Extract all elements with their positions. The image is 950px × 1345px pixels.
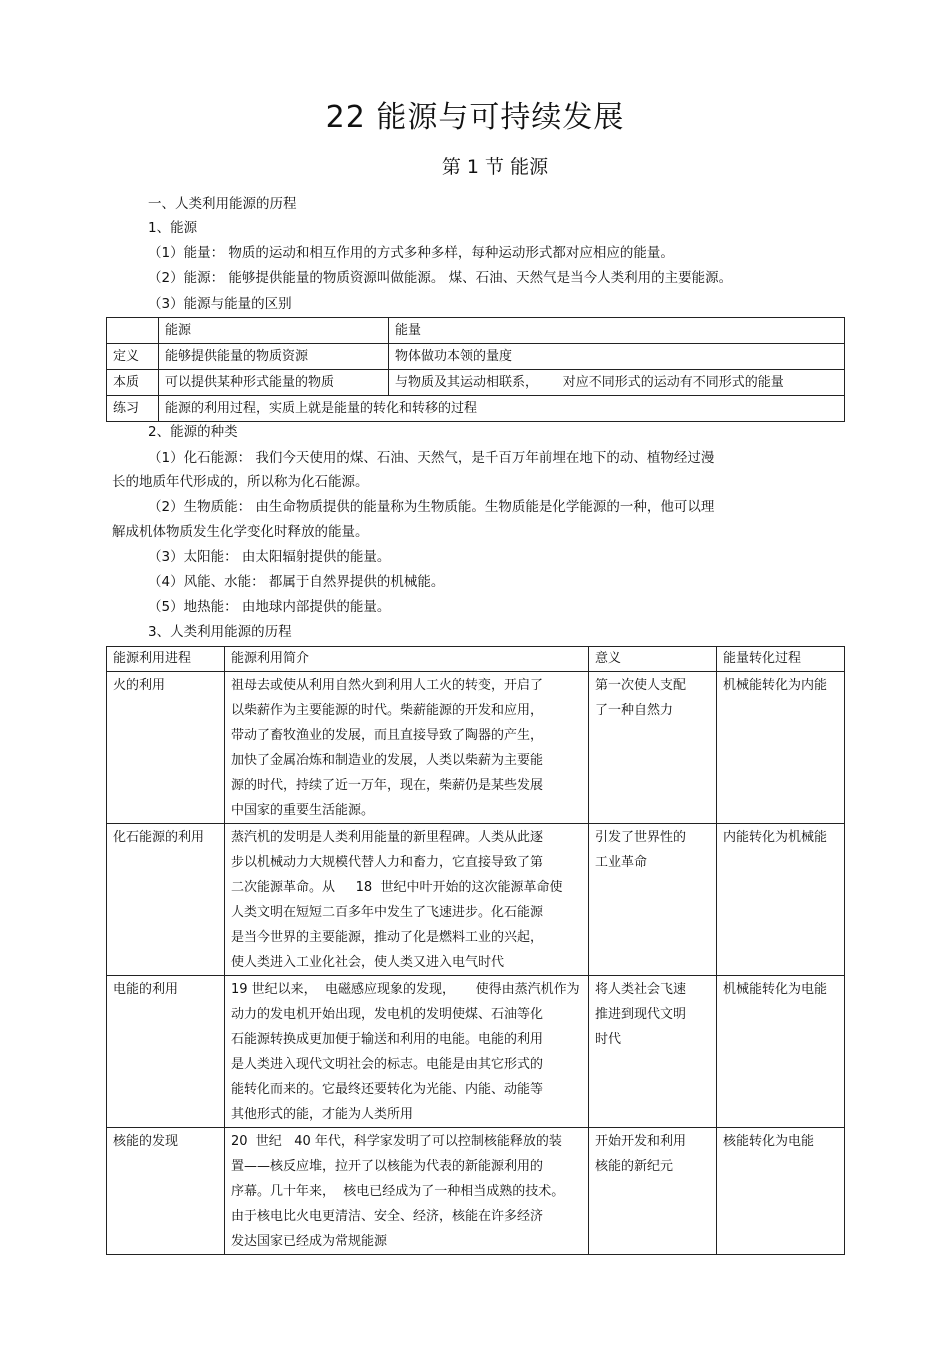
conversion-cell: 内能转化为机械能 [717,824,845,976]
stage-cell: 核能的发现 [107,1128,225,1255]
table-row [107,370,845,396]
intro-line: 源的时代，持续了近一万年，现在，柴薪仍是某些发展 [231,778,544,793]
intro-line: 动力的发电机开始出现，发电机的发明使煤、石油等化 [231,1007,544,1022]
intro-line: 能转化而来的。它最终还要转化为光能、内能、动能等 [231,1082,544,1097]
biomass-energy-line-1: （2）生物质能： 由生命物质提供的能量称为生物质能。生物质能是化学能源的一种，他可以理 [148,499,715,515]
meaning-line: 了一种自然力 [595,703,674,718]
conversion-cell: 核能转化为电能 [717,1128,845,1255]
intro-cell [225,824,589,976]
intro-line: 序幕。几十年来， 核电已经成为了一种相当成熟的技术。 [231,1184,565,1199]
intro-line: 是当今世界的主要能源，推动了化是燃料工业的兴起， [231,930,544,945]
page-title: 22 能源与可持续发展 [325,100,625,135]
geothermal-energy-line: （5）地热能： 由地球内部提供的能量。 [148,599,391,615]
table-cell: 能够提供能量的物质资源 [159,344,389,370]
intro-line: 带动了畜牧渔业的发展，而且直接导致了陶器的产生， [231,728,544,743]
fossil-energy-line-1: （1）化石能源： 我们今天使用的煤、石油、天然气，是千百万年前埋在地下的动、植物经过漫 [148,450,715,466]
intro-cell [225,672,589,824]
table-header-cell: 能源利用简介 [225,647,589,672]
meaning-line: 核能的新纪元 [595,1159,674,1174]
intro-line: 是人类进入现代文明社会的标志。电能是由其它形式的 [231,1057,544,1072]
stage-cell: 电能的利用 [107,976,225,1128]
table-cell [107,318,159,344]
heading-history: 一、人类利用能源的历程 [148,196,297,212]
heading-energy-types: 2、能源的种类 [148,424,238,440]
meaning-cell [589,672,717,824]
wind-water-energy-line: （4）风能、水能： 都属于自然界提供的机械能。 [148,574,445,590]
definition-energy: （1）能量： 物质的运动和相互作用的方式多种多样，每种运动形式都对应相应的能量。 [148,245,674,261]
intro-cell [225,1128,589,1255]
intro-cell [225,976,589,1128]
heading-history-of-use: 3、人类利用能源的历程 [148,624,292,640]
solar-energy-line: （3）太阳能： 由太阳辐射提供的能量。 [148,549,391,565]
difference-table [106,317,845,422]
table-cell: 可以提供某种形式能量的物质 [159,370,389,396]
table-header-cell: 能源 [159,318,389,344]
table-header-cell: 意义 [589,647,717,672]
intro-line: 二次能源革命。从 18 世纪中叶开始的这次能源革命使 [231,880,563,895]
intro-line: 19 世纪以来， 电磁感应现象的发现， 使得由蒸汽机作为 [231,982,580,997]
biomass-energy-line-2: 解成机体物质发生化学变化时释放的能量。 [112,524,369,540]
intro-line: 其他形式的能，才能为人类所用 [231,1107,414,1122]
stage-cell: 火的利用 [107,672,225,824]
meaning-line: 引发了世界性的 [595,830,687,845]
row-label: 练习 [107,396,159,422]
stage-cell: 化石能源的利用 [107,824,225,976]
fossil-energy-line-2: 长的地质年代形成的，所以称为化石能源。 [112,474,369,490]
heading-energy-source: 1、能源 [148,220,198,236]
table-cell: 物体做功本领的量度 [389,344,845,370]
table-row [107,1128,845,1255]
row-label: 定义 [107,344,159,370]
intro-line: 加快了金属冶炼和制造业的发展，人类以柴薪为主要能 [231,753,544,768]
intro-line: 置——核反应堆，拉开了以核能为代表的新能源利用的 [231,1159,544,1174]
table-row [107,318,845,344]
intro-line: 使人类进入工业化社会，使人类又进入电气时代 [231,955,505,970]
conversion-cell: 机械能转化为内能 [717,672,845,824]
energy-history-table [106,646,845,1255]
table-header-cell: 能量 [389,318,845,344]
intro-line: 步以机械动力大规模代替人力和畜力，它直接导致了第 [231,855,544,870]
table-row [107,396,845,422]
heading-difference: （3）能源与能量的区别 [148,296,292,312]
meaning-line: 开始开发和利用 [595,1134,687,1149]
intro-line: 祖母去或使从利用自然火到利用人工火的转变，开启了 [231,678,544,693]
intro-line: 蒸汽机的发明是人类利用能量的新里程碑。人类从此逐 [231,830,544,845]
meaning-line: 第一次使人支配 [595,678,687,693]
table-cell: 能源的利用过程，实质上就是能量的转化和转移的过程 [159,396,845,422]
meaning-cell [589,976,717,1128]
meaning-line: 时代 [595,1032,622,1047]
table-header-cell: 能量转化过程 [717,647,845,672]
table-header-cell: 能源利用进程 [107,647,225,672]
meaning-line: 推进到现代文明 [595,1007,687,1022]
meaning-cell [589,824,717,976]
table-row [107,824,845,976]
intro-line: 发达国家已经成为常规能源 [231,1234,388,1249]
table-row [107,672,845,824]
table-header-row [107,647,845,672]
table-row [107,976,845,1128]
intro-line: 20 世纪 40 年代，科学家发明了可以控制核能释放的装 [231,1134,562,1149]
definition-energy-source: （2）能源： 能够提供能量的物质资源叫做能源。 煤、石油、天然气是当今人类利用的主要能源。 [148,270,733,286]
intro-line: 中国家的重要生活能源。 [231,803,375,818]
conversion-cell: 机械能转化为电能 [717,976,845,1128]
table-cell: 与物质及其运动相联系， 对应不同形式的运动有不同形式的能量 [389,370,845,396]
row-label: 本质 [107,370,159,396]
intro-line: 以柴薪作为主要能源的时代。柴薪能源的开发和应用， [231,703,544,718]
meaning-cell [589,1128,717,1255]
meaning-line: 工业革命 [595,855,648,870]
intro-line: 石能源转换成更加便于输送和利用的电能。电能的利用 [231,1032,544,1047]
section-subtitle: 第 1 节 能源 [441,156,549,178]
intro-line: 人类文明在短短二百多年中发生了飞速进步。化石能源 [231,905,544,920]
table-row [107,344,845,370]
meaning-line: 将人类社会飞速 [595,982,687,997]
intro-line: 由于核电比火电更清洁、安全、经济，核能在许多经济 [231,1209,544,1224]
